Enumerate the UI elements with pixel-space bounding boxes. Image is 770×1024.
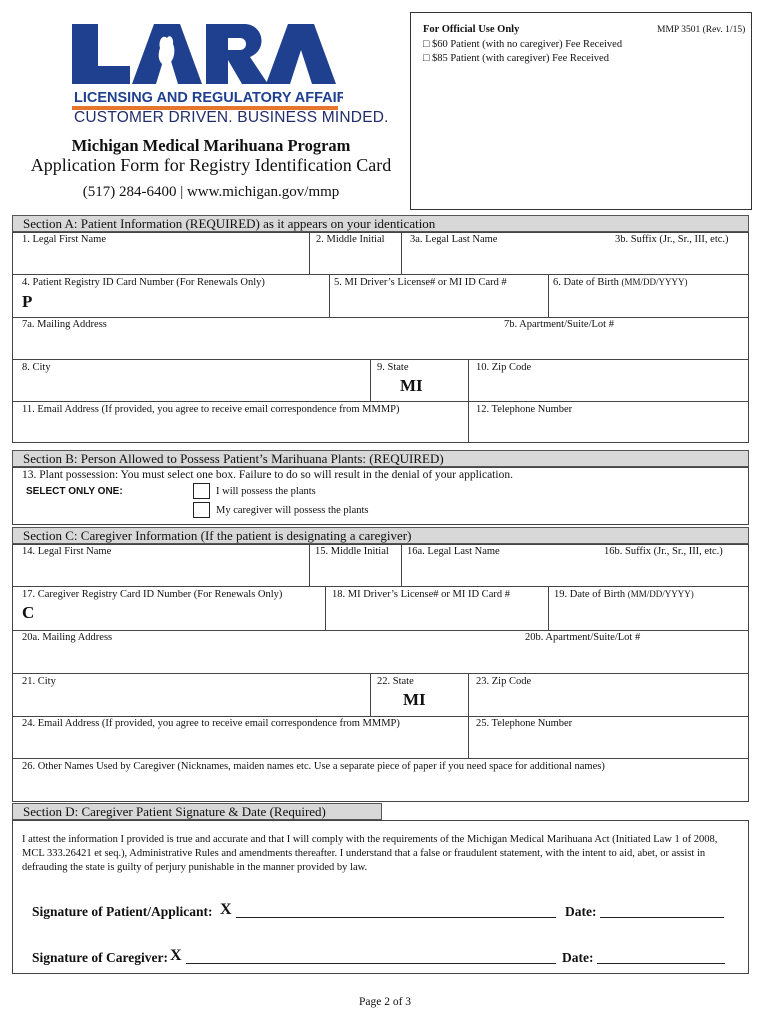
attestation-text: I attest the information I provided is true and accurate and that I will comply with the requirements of the Michigan Medical Marihuana Act (Initiated Law 1 of 2008, MCL 333.26421 et seq.), Administrative Rules and amendments thereafter. I understand that a false or fraudulent statement, with the intent to aid, abet, or assist in defrauding the state is guilty of perjury punishable in the manner provided by law. — [22, 834, 718, 873]
date-of-birth-format: (MM/DD/YYYY) — [621, 277, 688, 287]
caregiver-city-field[interactable]: 21. City — [22, 676, 56, 687]
mailing-address-field[interactable]: 7a. Mailing Address — [22, 319, 107, 330]
contact-info: (517) 284-6400 | www.michigan.gov/mmp — [82, 184, 340, 200]
fee-patient-with-caregiver[interactable]: □ $85 Patient (with caregiver) Fee Received — [423, 53, 609, 64]
form-title: Application Form for Registry Identification Card — [30, 155, 392, 175]
plant-possession-instructions: 13. Plant possession: You must select one box. Failure to do so will result in the denial of your application. — [22, 469, 513, 481]
caregiver-signature-x: X — [170, 947, 182, 964]
apartment-field[interactable]: 7b. Apartment/Suite/Lot # — [504, 319, 614, 330]
caregiver-registry-id-field[interactable]: 17. Caregiver Registry Card ID Number (For Renewals Only) — [22, 589, 283, 600]
state-field[interactable]: 9. State — [377, 362, 409, 373]
caregiver-email-field[interactable]: 24. Email Address (If provided, you agree to receive email correspondence from MMMP) — [22, 718, 400, 729]
logo-subtitle: LICENSING AND REGULATORY AFFAIRS — [74, 90, 343, 106]
caregiver-drivers-license-field[interactable]: 18. MI Driver’s License# or MI ID Card # — [332, 589, 510, 600]
caregiver-mailing-address-field[interactable]: 20a. Mailing Address — [22, 632, 113, 643]
caregiver-date-label: Date: — [562, 950, 594, 965]
section-a-title: Section A: Patient Information (REQUIRED) — [23, 216, 260, 231]
section-a-subtitle: as it appears on your identication — [259, 216, 436, 231]
patient-possess-checkbox[interactable] — [193, 483, 210, 499]
patient-date-label: Date: — [565, 904, 597, 919]
patient-possess-label: I will possess the plants — [216, 486, 316, 497]
suffix-field[interactable]: 3b. Suffix (Jr., Sr., III, etc.) — [615, 234, 729, 245]
patient-date-line[interactable] — [600, 917, 724, 918]
lara-logo — [68, 20, 389, 132]
caregiver-middle-initial-field[interactable]: 15. Middle Initial — [315, 546, 389, 557]
zip-code-field[interactable]: 10. Zip Code — [476, 362, 532, 373]
caregiver-dob-label: 19. Date of Birth — [554, 589, 626, 600]
patient-id-prefix: P — [22, 292, 33, 311]
official-use-heading: For Official Use Only — [423, 24, 520, 35]
logo-tagline: CUSTOMER DRIVEN. BUSINESS MINDED. — [74, 109, 389, 126]
caregiver-date-of-birth-field[interactable] — [554, 589, 694, 600]
caregiver-zip-code-field[interactable]: 23. Zip Code — [476, 676, 532, 687]
form-id: MMP 3501 (Rev. 1/15) — [657, 25, 746, 35]
caregiver-other-names-field[interactable]: 26. Other Names Used by Caregiver (Nicknames, maiden names etc. Use a separate piece of paper if you need space for additional names) — [22, 761, 605, 772]
caregiver-apartment-field[interactable]: 20b. Apartment/Suite/Lot # — [525, 632, 641, 643]
telephone-field[interactable]: 12. Telephone Number — [476, 404, 573, 415]
state-value: MI — [400, 376, 423, 395]
patient-signature-label: Signature of Patient/Applicant: — [32, 904, 213, 919]
date-of-birth-label: 6. Date of Birth — [553, 277, 619, 288]
caregiver-telephone-field[interactable]: 25. Telephone Number — [476, 718, 573, 729]
legal-first-name-field[interactable]: 1. Legal First Name — [22, 234, 106, 245]
lara-logo-graphic — [68, 20, 343, 110]
section-a-header — [12, 215, 749, 232]
page-number: Page 2 of 3 — [358, 996, 412, 1008]
patient-signature-x: X — [220, 901, 232, 918]
caregiver-possess-checkbox[interactable] — [193, 502, 210, 518]
select-only-one-label: SELECT ONLY ONE: — [26, 486, 123, 497]
caregiver-signature-line[interactable] — [186, 963, 556, 964]
city-field[interactable]: 8. City — [22, 362, 51, 373]
date-of-birth-field[interactable] — [553, 277, 688, 288]
patient-signature-line[interactable] — [236, 917, 556, 918]
caregiver-suffix-field[interactable]: 16b. Suffix (Jr., Sr., III, etc.) — [604, 546, 723, 557]
caregiver-last-name-field[interactable]: 16a. Legal Last Name — [407, 546, 500, 557]
program-title: Michigan Medical Marihuana Program — [71, 136, 351, 155]
patient-registry-id-field[interactable]: 4. Patient Registry ID Card Number (For Renewals Only) — [22, 277, 265, 288]
section-b-header: Section B: Person Allowed to Possess Patient’s Marihuana Plants: (REQUIRED) — [12, 450, 749, 467]
caregiver-possess-label: My caregiver will possess the plants — [216, 505, 369, 516]
caregiver-dob-format: (MM/DD/YYYY) — [627, 589, 694, 599]
email-field[interactable]: 11. Email Address (If provided, you agree to receive email correspondence from MMMP) — [22, 404, 400, 415]
caregiver-state-value: MI — [403, 690, 426, 709]
caregiver-signature-label: Signature of Caregiver: — [32, 950, 168, 965]
middle-initial-field[interactable]: 2. Middle Initial — [316, 234, 385, 245]
caregiver-first-name-field[interactable]: 14. Legal First Name — [22, 546, 112, 557]
caregiver-date-line[interactable] — [597, 963, 725, 964]
caregiver-id-prefix: C — [22, 603, 35, 622]
legal-last-name-field[interactable]: 3a. Legal Last Name — [410, 234, 498, 245]
section-c-header: Section C: Caregiver Information (If the patient is designating a caregiver) — [12, 527, 749, 544]
fee-patient-no-caregiver[interactable]: □ $60 Patient (with no caregiver) Fee Received — [423, 39, 623, 50]
caregiver-state-field[interactable]: 22. State — [377, 676, 414, 687]
official-use-box — [410, 12, 752, 210]
section-d-header: Section D: Caregiver Patient Signature & Date (Required) — [12, 803, 382, 820]
drivers-license-field[interactable]: 5. MI Driver’s License# or MI ID Card # — [334, 277, 507, 288]
